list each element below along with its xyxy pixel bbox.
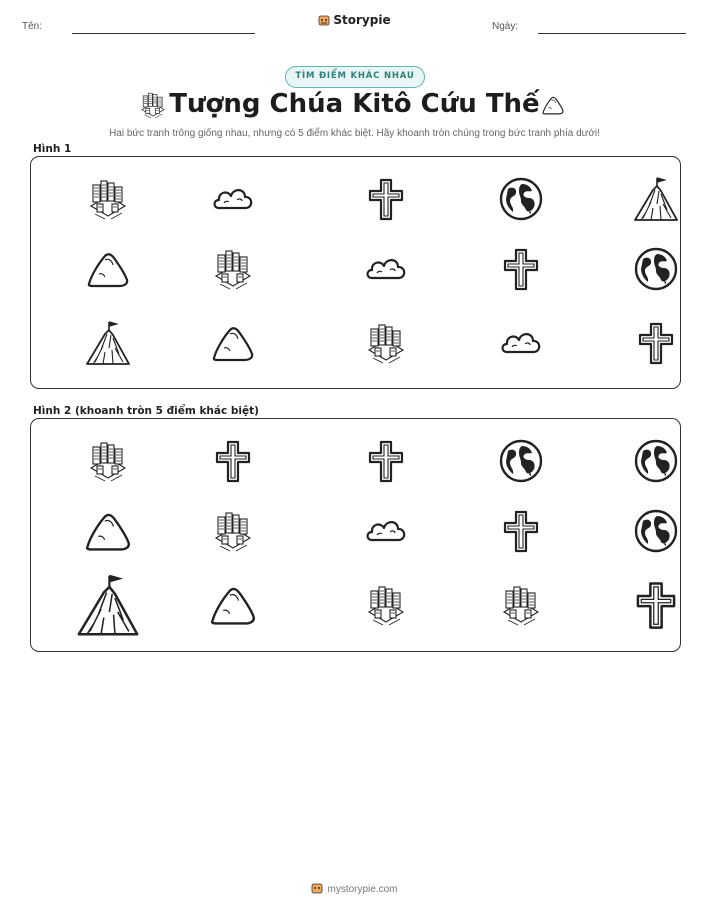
- globe-icon[interactable]: [633, 508, 679, 559]
- brand-name: Storypie: [333, 13, 391, 27]
- cross-icon: [363, 176, 409, 227]
- storypie-mascot-icon: [311, 882, 323, 894]
- city-icon: [363, 320, 409, 371]
- hill-icon: [210, 320, 256, 371]
- name-label: Tên:: [22, 21, 43, 32]
- title-hill-icon: [537, 93, 569, 122]
- date-label: Ngày:: [492, 21, 519, 32]
- cloud-icon: [210, 176, 256, 227]
- cross-icon: [633, 320, 679, 371]
- footer-url: mystorypie.com: [327, 884, 398, 895]
- date-field[interactable]: [538, 33, 686, 34]
- cross-icon[interactable]: [498, 508, 544, 559]
- mountain-flag-icon: [633, 176, 679, 227]
- cross-icon[interactable]: [210, 438, 256, 489]
- cross-icon[interactable]: [630, 579, 682, 636]
- cloud-icon[interactable]: [363, 508, 409, 559]
- mountain-flag-icon: [85, 320, 131, 371]
- picture2-panel[interactable]: [30, 418, 681, 652]
- cross-icon: [498, 246, 544, 297]
- city-icon: [85, 176, 131, 227]
- city-icon[interactable]: [363, 582, 409, 633]
- activity-badge: TÌM ĐIỂM KHÁC NHAU: [285, 66, 425, 88]
- picture1-panel: [30, 156, 681, 389]
- cloud-icon: [363, 246, 409, 297]
- mountain-flag-icon[interactable]: [76, 573, 140, 642]
- instructions: Hai bức tranh trông giống nhau, nhưng có 5 điểm khác biệt. Hãy khoanh tròn chúng trong bức tranh phía dưới!: [109, 128, 600, 139]
- hill-icon: [85, 246, 131, 297]
- picture2-label: Hình 2 (khoanh tròn 5 điểm khác biệt): [33, 405, 259, 417]
- hill-icon[interactable]: [208, 580, 258, 635]
- brand-logo: [0, 13, 709, 27]
- picture1-label: Hình 1: [33, 143, 72, 155]
- hill-icon[interactable]: [83, 506, 133, 561]
- city-icon: [210, 246, 256, 297]
- cloud-icon: [498, 320, 544, 371]
- city-icon[interactable]: [498, 582, 544, 633]
- globe-icon: [633, 246, 679, 297]
- globe-icon[interactable]: [633, 438, 679, 489]
- footer: [0, 882, 709, 895]
- name-field[interactable]: [72, 33, 255, 34]
- page-title: Tượng Chúa Kitô Cứu Thế: [169, 89, 540, 119]
- globe-icon[interactable]: [498, 438, 544, 489]
- city-icon[interactable]: [210, 508, 256, 559]
- city-icon[interactable]: [85, 438, 131, 489]
- cross-icon[interactable]: [363, 438, 409, 489]
- storypie-mascot-icon: [318, 14, 330, 26]
- globe-icon: [498, 176, 544, 227]
